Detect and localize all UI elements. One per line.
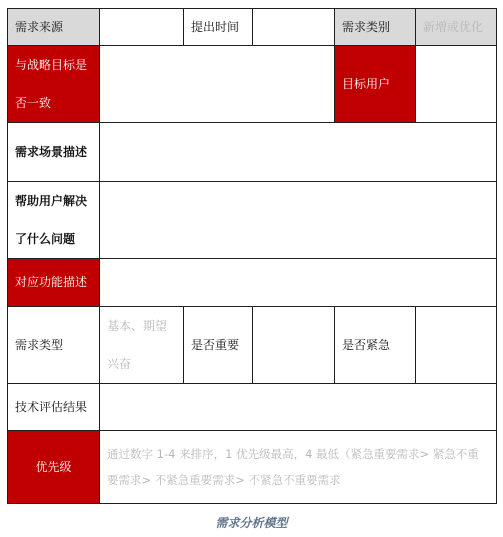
table-row bbox=[8, 307, 497, 384]
tech-evaluation-label: 技术评估结果 bbox=[8, 384, 100, 431]
is-urgent-value bbox=[416, 307, 497, 384]
feature-description-label: 对应功能描述 bbox=[8, 259, 100, 307]
demand-category-label: 需求类别 bbox=[335, 9, 416, 46]
table-row bbox=[8, 259, 497, 307]
tech-evaluation-value bbox=[100, 384, 497, 431]
problem-solved-label: 帮助用户解决了什么问题 bbox=[8, 182, 100, 259]
demand-type-value: 基本、期望兴奋 bbox=[100, 307, 184, 384]
priority-label: 优先级 bbox=[8, 431, 100, 504]
feature-description-value bbox=[100, 259, 497, 307]
table-row bbox=[8, 123, 497, 182]
demand-source-value bbox=[100, 9, 184, 46]
target-users-value bbox=[416, 46, 497, 123]
demand-type-label: 需求类型 bbox=[8, 307, 100, 384]
figure-caption: 需求分析模型 bbox=[215, 516, 288, 530]
demand-category-value: 新增或优化 bbox=[416, 9, 497, 46]
demand-scenario-value bbox=[100, 123, 497, 182]
table-row bbox=[8, 46, 497, 123]
priority-note: 通过数字 1-4 来排序，1 优先级最高，4 最低（紧急重要需求> 紧急不重要需求> 不紧急重要需求> 不紧急不重要需求 bbox=[100, 431, 497, 504]
demand-scenario-label: 需求场景描述 bbox=[8, 123, 100, 182]
table-row bbox=[8, 431, 497, 504]
demand-analysis-table bbox=[7, 8, 497, 504]
is-important-label: 是否重要 bbox=[184, 307, 253, 384]
submit-time-value bbox=[253, 9, 335, 46]
demand-source-label: 需求来源 bbox=[8, 9, 100, 46]
problem-solved-value bbox=[100, 182, 497, 259]
table-row bbox=[8, 384, 497, 431]
target-users-label: 目标用户 bbox=[335, 46, 416, 123]
strategy-alignment-value bbox=[100, 46, 335, 123]
is-urgent-label: 是否紧急 bbox=[335, 307, 416, 384]
table-row bbox=[8, 182, 497, 259]
submit-time-label: 提出时间 bbox=[184, 9, 253, 46]
strategy-alignment-label: 与战略目标是否一致 bbox=[8, 46, 100, 123]
table-row bbox=[8, 9, 497, 46]
is-important-value bbox=[253, 307, 335, 384]
